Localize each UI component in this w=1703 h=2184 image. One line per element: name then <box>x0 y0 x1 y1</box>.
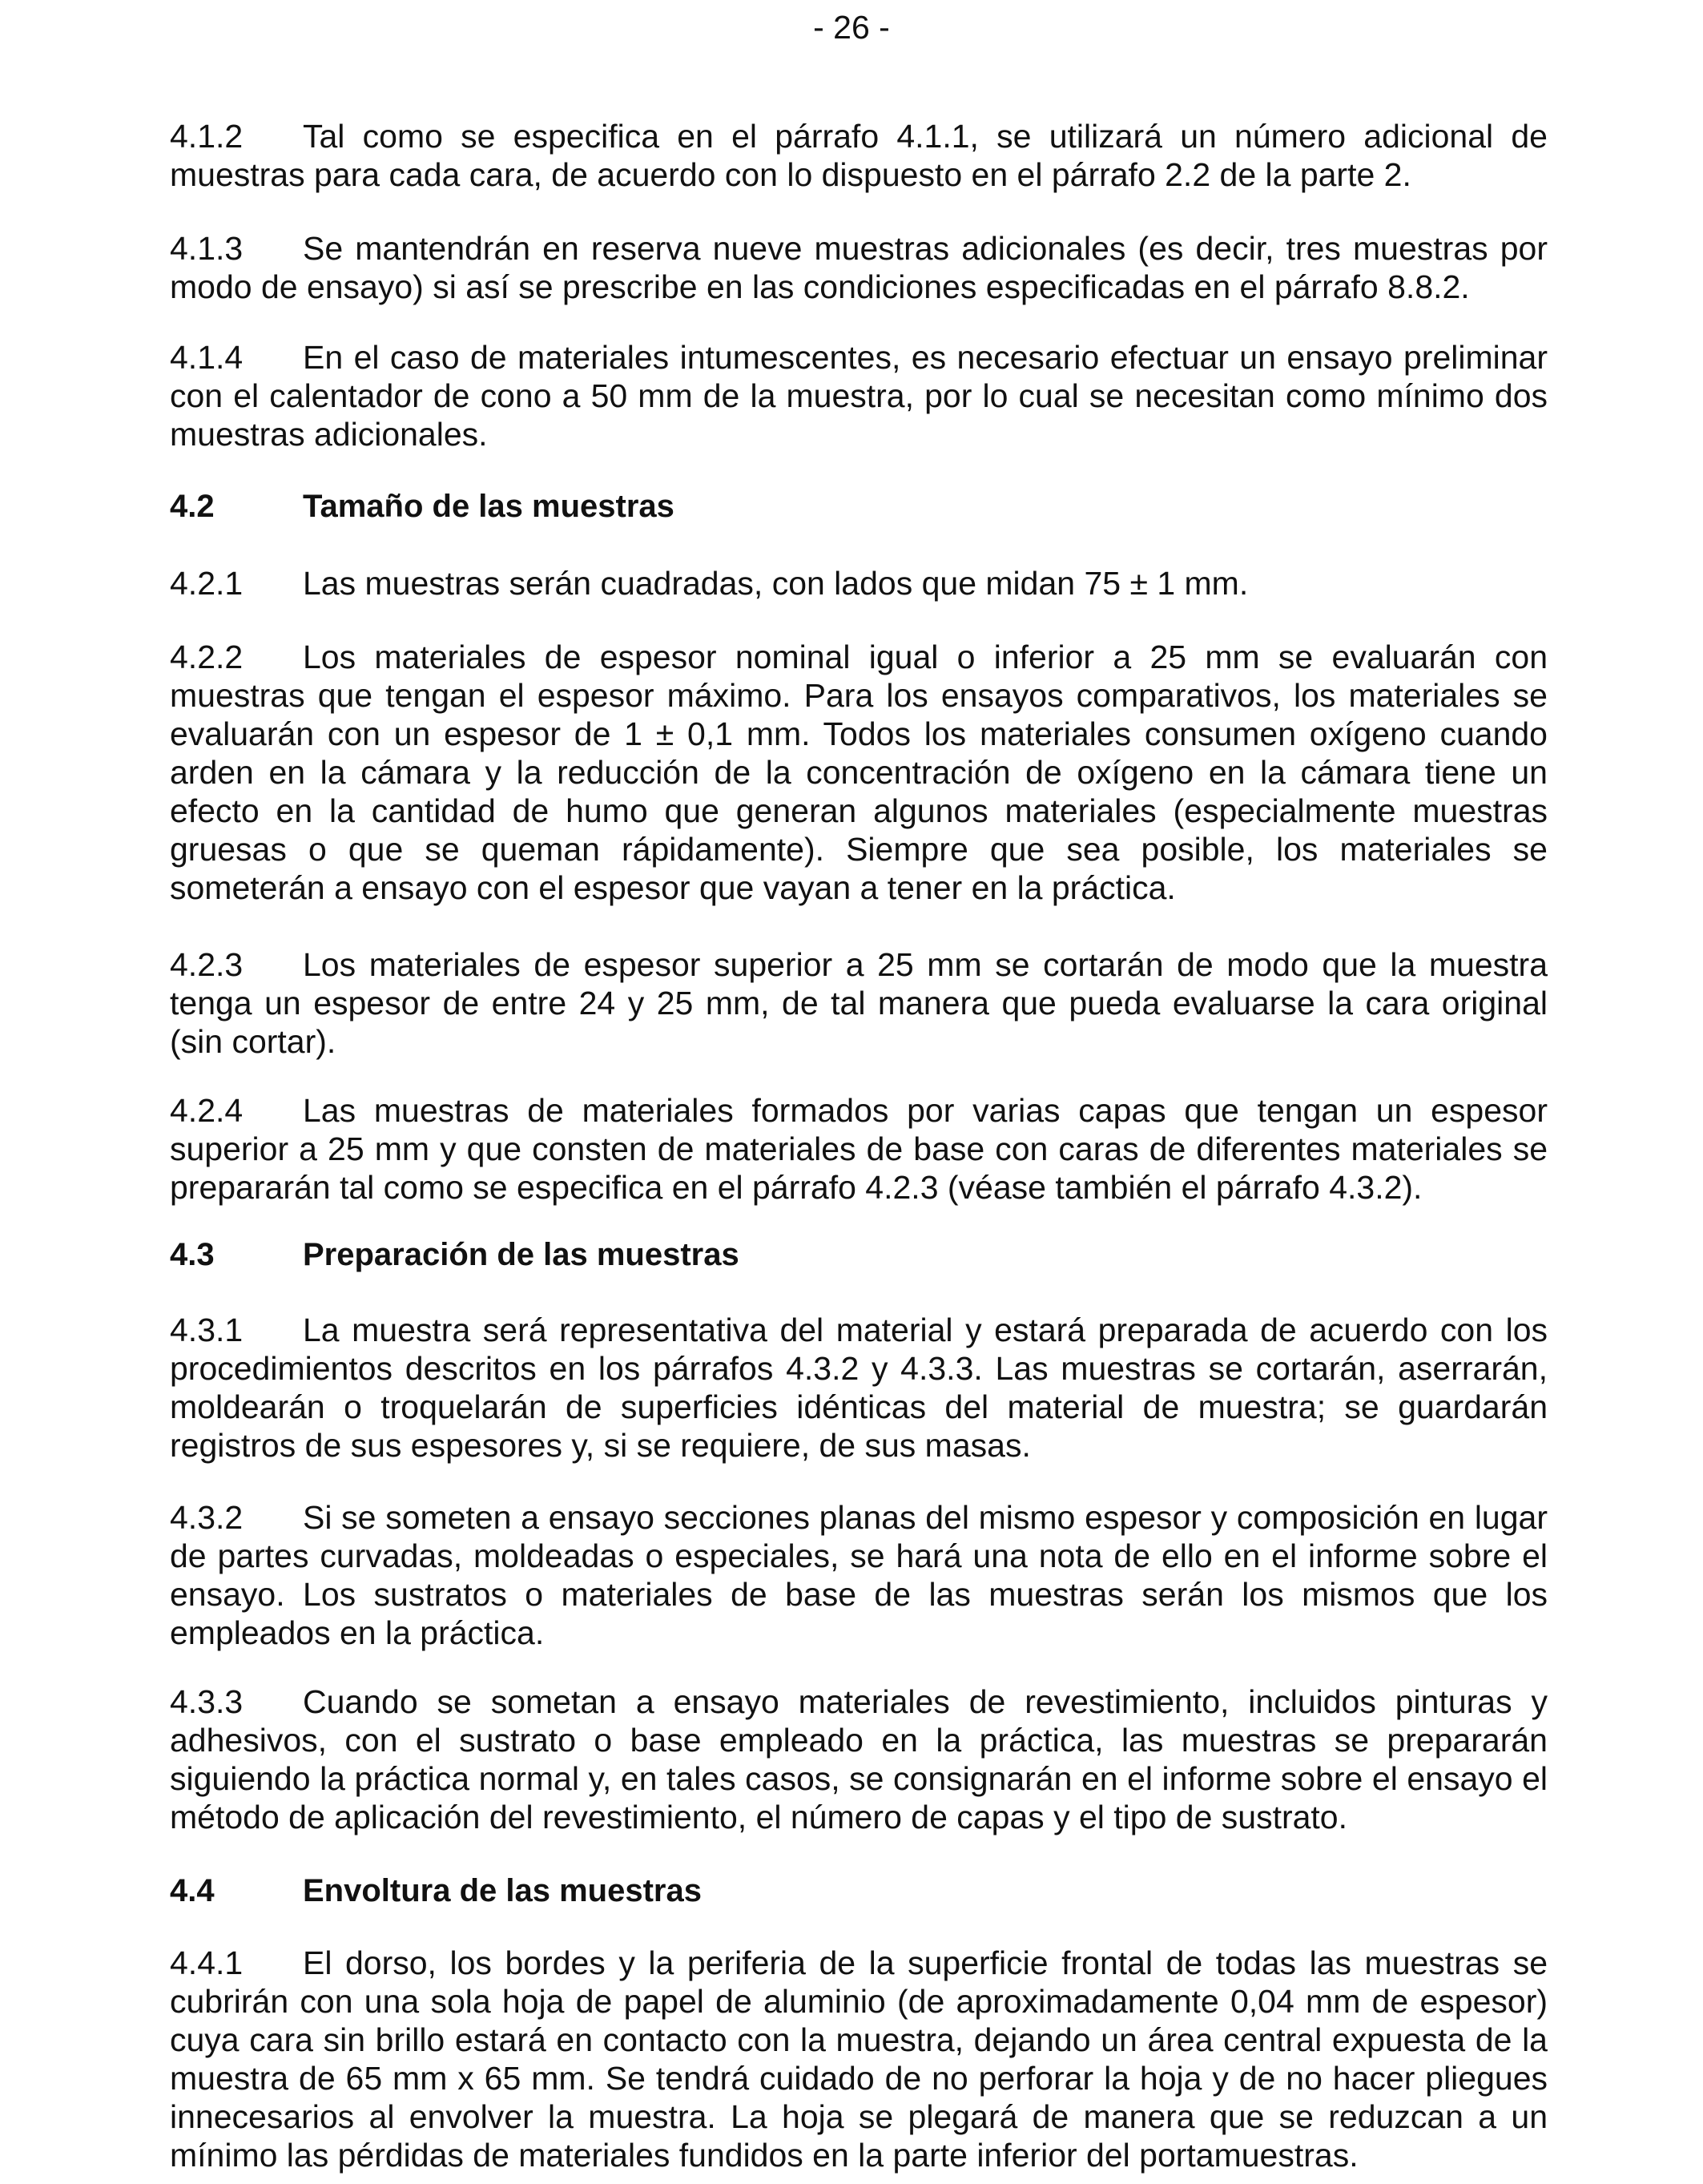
paragraph-number: 4.2.2 <box>170 639 244 675</box>
paragraph-4-1-3 <box>170 229 1548 306</box>
paragraph-4-3-1 <box>170 1311 1548 1465</box>
paragraph-text: Las muestras de materiales formados por varias capas que tengan un espesor superior a 25 mm y que consten de materiales de base con caras de diferentes materiales se prepararán tal como se especifica en el párrafo 4.2.3 (véase también el párrafo 4.3.2). <box>170 1092 1548 1206</box>
paragraph-4-3-2 <box>170 1498 1548 1652</box>
heading-number: 4.2 <box>170 489 215 524</box>
paragraph-4-2-2 <box>170 638 1548 907</box>
paragraph-number: 4.3.3 <box>170 1683 244 1720</box>
paragraph-text: Los materiales de espesor nominal igual o inferior a 25 mm se evaluarán con muestras que tengan el espesor máximo. Para los ensayos comparativos, los materiales se evaluarán con un espesor de 1 ± 0,1 mm. Todos los materiales consumen oxígeno cuando arden en la cámara y la reducción de la concentración de oxígeno en la cámara tiene un efecto en la cantidad de humo que generan algunos materiales (especialmente muestras gruesas o que se queman rápidamente). Siempre que sea posible, los materiales se someterán a ensayo con el espesor que vayan a tener en la práctica. <box>170 639 1548 906</box>
paragraph-4-1-4 <box>170 338 1548 453</box>
heading-text: Tamaño de las muestras <box>303 489 674 524</box>
section-heading-4-3 <box>170 1235 739 1274</box>
paragraph-text: Se mantendrán en reserva nueve muestras adicionales (es decir, tres muestras por modo de ensayo) si así se prescribe en las condiciones especificadas en el párrafo 8.8.2. <box>170 230 1548 305</box>
paragraph-text: El dorso, los bordes y la periferia de la superficie frontal de todas las muestras se cubrirán con una sola hoja de papel de aluminio (de aproximadamente 0,04 mm de espesor) cuya cara sin brillo estará en contacto con la muestra, dejando un área central expuesta de la muestra de 65 mm x 65 mm. Se tendrá cuidado de no perforar la hoja y de no hacer pliegues innecesarios al envolver la muestra. La hoja se plegará de manera que se reduzcan a un mínimo las pérdidas de materiales fundidos en la parte inferior del portamuestras. <box>170 1944 1548 2174</box>
paragraph-text: Los materiales de espesor superior a 25 mm se cortarán de modo que la muestra tenga un espesor de entre 24 y 25 mm, de tal manera que pueda evaluarse la cara original (sin cortar). <box>170 946 1548 1060</box>
heading-number: 4.3 <box>170 1237 215 1272</box>
paragraph-number: 4.3.2 <box>170 1499 244 1536</box>
paragraph-number: 4.1.4 <box>170 339 244 376</box>
paragraph-number: 4.2.4 <box>170 1092 244 1129</box>
paragraph-number: 4.3.1 <box>170 1312 244 1348</box>
paragraph-text: Las muestras serán cuadradas, con lados que midan 75 ± 1 mm. <box>303 565 1249 602</box>
paragraph-text: Cuando se sometan a ensayo materiales de revestimiento, incluidos pinturas y adhesivos, con el sustrato o base empleado en la práctica, las muestras se prepararán siguiendo la práctica normal y, en tales casos, se consignarán en el informe sobre el ensayo el método de aplicación del revestimiento, el número de capas y el tipo de sustrato. <box>170 1683 1548 1835</box>
section-heading-4-4 <box>170 1872 702 1910</box>
heading-number: 4.4 <box>170 1873 215 1908</box>
paragraph-4-4-1 <box>170 1944 1548 2174</box>
paragraph-number: 4.2.1 <box>170 565 244 602</box>
paragraph-text: La muestra será representativa del material y estará preparada de acuerdo con los procedimientos descritos en los párrafos 4.3.2 y 4.3.3. Las muestras se cortarán, aserrarán, moldearán o troquelarán de superficies idénticas del material de muestra; se guardarán registros de sus espesores y, si se requiere, de sus masas. <box>170 1312 1548 1464</box>
paragraph-4-2-3 <box>170 945 1548 1061</box>
heading-text: Envoltura de las muestras <box>303 1873 702 1908</box>
paragraph-4-1-2 <box>170 117 1548 194</box>
heading-text: Preparación de las muestras <box>303 1237 739 1272</box>
paragraph-4-2-4 <box>170 1091 1548 1207</box>
paragraph-number: 4.1.2 <box>170 118 244 155</box>
paragraph-4-2-1 <box>170 564 1548 602</box>
paragraph-number: 4.4.1 <box>170 1944 244 1981</box>
paragraph-4-3-3 <box>170 1682 1548 1836</box>
page-number: - 26 - <box>813 9 890 46</box>
paragraph-text: Tal como se especifica en el párrafo 4.1.1, se utilizará un número adicional de muestras para cada cara, de acuerdo con lo dispuesto en el párrafo 2.2 de la parte 2. <box>170 118 1548 193</box>
section-heading-4-2 <box>170 487 674 526</box>
paragraph-number: 4.2.3 <box>170 946 244 983</box>
paragraph-text: En el caso de materiales intumescentes, es necesario efectuar un ensayo preliminar con el calentador de cono a 50 mm de la muestra, por lo cual se necesitan como mínimo dos muestras adicionales. <box>170 339 1548 453</box>
paragraph-number: 4.1.3 <box>170 230 244 267</box>
paragraph-text: Si se someten a ensayo secciones planas del mismo espesor y composición en lugar de partes curvadas, moldeadas o especiales, se hará una nota de ello en el informe sobre el ensayo. Los sustratos o materiales de base de las muestras serán los mismos que los empleados en la práctica. <box>170 1499 1548 1651</box>
